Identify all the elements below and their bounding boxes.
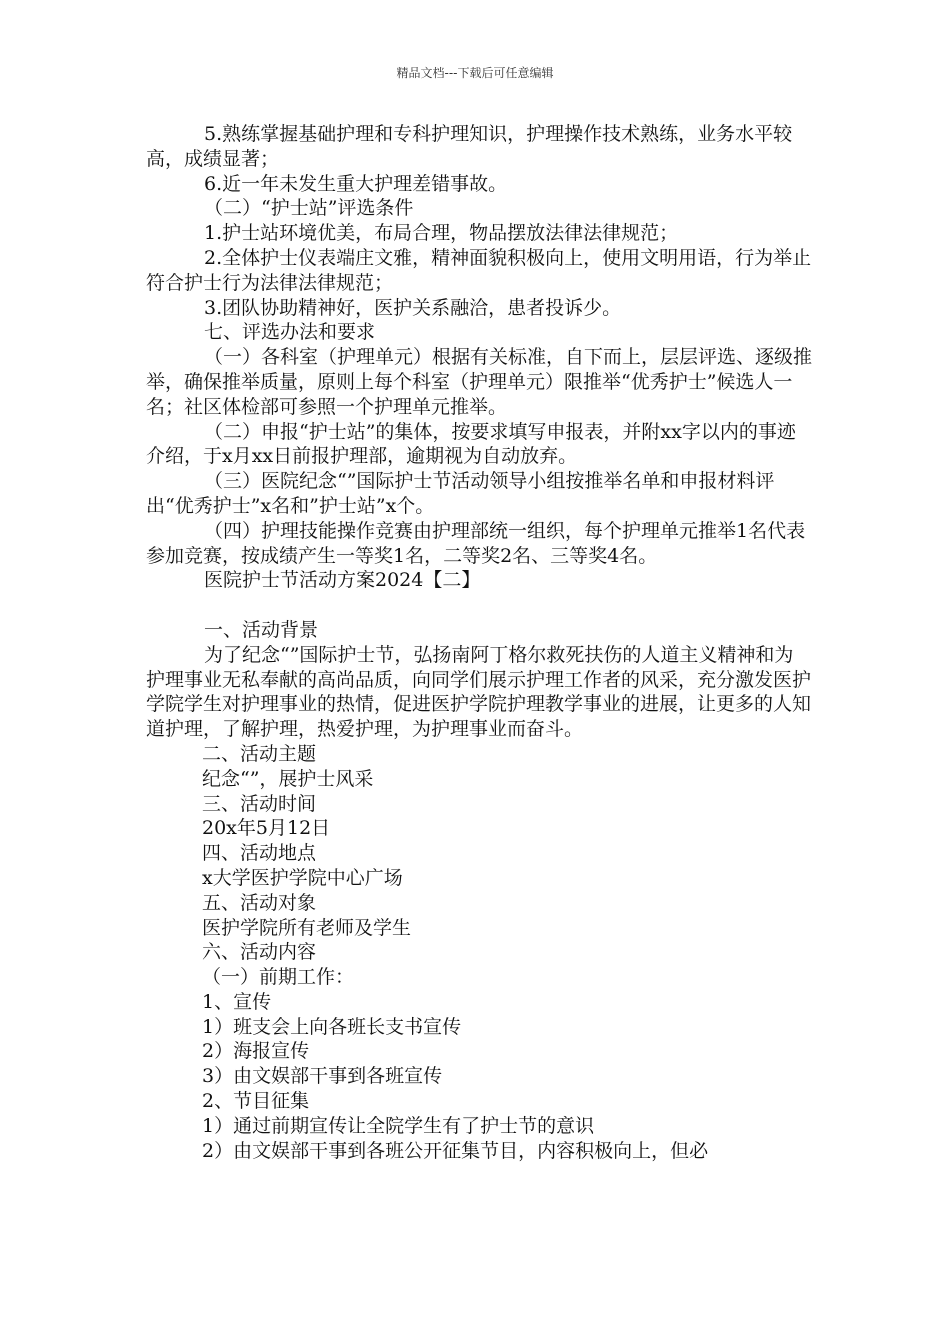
paragraph: 七、评选办法和要求 [204,321,376,344]
paragraph: 3.团队协助精神好，医护关系融洽，患者投诉少。 [204,296,622,319]
paragraph: 1）班支会上向各班长支书宣传 [202,1015,462,1038]
paragraph: 2、节目征集 [202,1090,310,1113]
paragraph: 2）由文娱部干事到各班公开征集节目，内容积极向上，但必 [202,1139,709,1162]
paragraph: （二）“护士站”评选条件 [204,197,414,220]
paragraph: （一）前期工作： [202,966,355,989]
paragraph: 一、活动背景 [204,618,319,641]
page-header: 精品文档---下载后可任意编辑 [396,66,554,80]
paragraph: 三、活动时间 [202,792,317,815]
paragraph: 20x年5月12日 [202,817,331,840]
paragraph: （四）护理技能操作竞赛由护理部统一组织，每个护理单元推举1名代表参加竞赛，按成绩产生一等奖1名，二等奖2名、三等奖4名。 [146,519,806,567]
paragraph: 六、活动内容 [202,941,317,964]
paragraph: 2）海报宣传 [202,1040,310,1063]
paragraph: （一）各科室（护理单元）根据有关标准，自下而上，层层评选、逐级推举，确保推举质量，原则上每个科室（护理单元）限推举“优秀护士”候选人一名；社区体检部可参照一个护理单元推举。 [146,346,813,418]
paragraph: 四、活动地点 [202,842,317,865]
paragraph: （三）医院纪念“”国际护士节活动领导小组按推举名单和申报材料评出“优秀护士”x名和”护士站”x个。 [146,470,775,517]
paragraph: x大学医护学院中心广场 [202,866,403,889]
paragraph: 2.全体护士仪表端庄文雅，精神面貌积极向上，使用文明用语，行为举止符合护士行为法律法律规范； [146,246,812,294]
paragraph: 5.熟练掌握基础护理和专科护理知识，护理操作技术熟练，业务水平较高，成绩显著； [146,123,793,170]
document-body [146,122,812,1163]
paragraph: 1、宣传 [202,990,272,1013]
paragraph: 6.近一年未发生重大护理差错事故。 [204,172,508,195]
paragraph: 五、活动对象 [202,891,317,914]
paragraph: 1）通过前期宣传让全院学生有了护士节的意识 [202,1114,595,1137]
paragraph: 医院护士节活动方案2024【二】 [204,569,481,592]
paragraph: （二）申报“护士站”的集体，按要求填写申报表，并附xx字以内的事迹介绍，于x月xx日前报护理部，逾期视为自动放弃。 [146,420,796,468]
paragraph: 纪念“”，展护士风采 [202,767,374,790]
paragraph: 3）由文娱部干事到各班宣传 [202,1065,443,1088]
paragraph: 二、活动主题 [202,742,317,765]
paragraph: 为了纪念“”国际护士节，弘扬南阿丁格尔救死扶伤的人道主义精神和为护理事业无私奉献的高尚品质，向同学们展示护理工作者的风采，充分激发医护学院学生对护理事业的热情，促进医护学院护理教学事业的进展，让更多的人知道护理，了解护理，热爱护理，为护理事业而奋斗。 [146,643,812,741]
paragraph: 1.护士站环境优美，布局合理，物品摆放法律法律规范； [204,222,679,245]
blank-line [146,593,812,618]
paragraph: 医护学院所有老师及学生 [202,916,412,939]
